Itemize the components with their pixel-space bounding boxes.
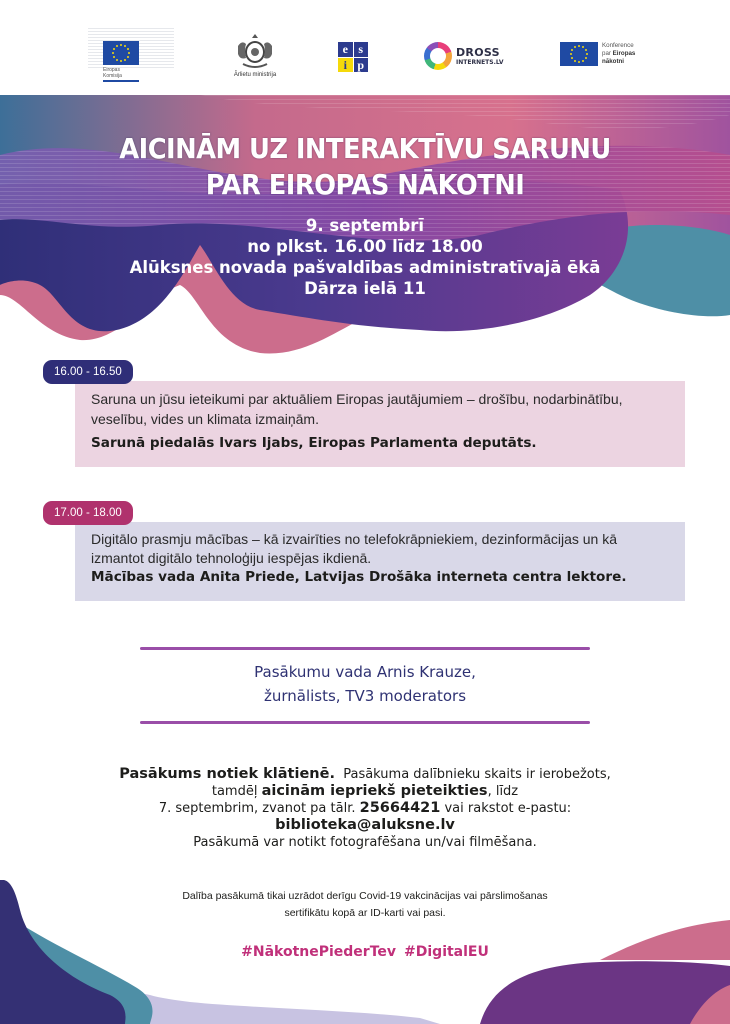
eu-star-icon: [585, 49, 587, 51]
info-register-call: aicinām iepriekš pieteikties: [261, 783, 488, 799]
conference-line2: [602, 50, 635, 58]
eu-star-icon: [570, 53, 572, 55]
ec-logo-bar: [103, 80, 139, 82]
eu-star-icon: [586, 53, 588, 55]
conference-line2-bold: Eiropas: [612, 50, 636, 57]
esp-letter-s: s: [354, 42, 369, 57]
info-line3: [60, 800, 670, 817]
dross-internets-logo: [424, 40, 514, 76]
event-details: [0, 215, 730, 299]
eu-star-icon: [124, 59, 126, 61]
moderator-line1: Pasākumu vada Arnis Krauze,: [254, 663, 476, 681]
ec-logo-text: [103, 67, 122, 79]
eu-star-icon: [120, 44, 122, 46]
info-line4: [60, 817, 670, 834]
email-link[interactable]: biblioteka@aluksne.lv: [275, 817, 455, 833]
info-text3b: vai rakstot e-pastu:: [440, 801, 572, 816]
eu-star-icon: [574, 46, 576, 48]
schedule-item-1-speaker: Sarunā piedalās Ivars Ijabs, Eiropas Parlamenta deputāts.: [91, 435, 537, 451]
eu-star-icon: [578, 45, 580, 47]
schedule-item-2-speaker: Mācības vada Anita Priede, Latvijas Drošāka interneta centra lektore.: [91, 569, 627, 585]
schedule-item-1-time-badge: 16.00 - 16.50: [43, 360, 133, 384]
eu-star-icon: [116, 45, 118, 47]
european-commission-logo: [88, 28, 174, 84]
conference-logo-text: [602, 42, 635, 66]
conference-line3: nākotni: [602, 58, 625, 65]
eu-star-icon: [120, 60, 122, 62]
logo-row: [0, 0, 730, 95]
info-photo-notice: Pasākumā var notikt fotografēšana un/vai filmēšana.: [193, 835, 537, 850]
eu-star-icon: [113, 48, 115, 50]
conference-line2-plain: par: [602, 50, 613, 57]
esp-letter-p: p: [354, 58, 369, 73]
info-in-person: Pasākums notiek klātienē.: [119, 766, 335, 782]
eu-star-icon: [571, 49, 573, 51]
event-date: 9. septembrī: [305, 216, 425, 235]
conference-future-europe-logo: [560, 42, 660, 72]
covid-note: [100, 888, 630, 922]
info-text2b: , līdz: [487, 784, 519, 799]
eu-star-icon: [127, 56, 129, 58]
dross-logo-line1: DROSS: [456, 46, 500, 59]
schedule-item-1: [75, 381, 685, 467]
eu-star-icon: [128, 52, 130, 54]
eu-star-icon: [582, 60, 584, 62]
eu-star-icon: [127, 48, 129, 50]
eu-star-icon: [582, 46, 584, 48]
eu-star-icon: [116, 59, 118, 61]
moderator-info: [140, 660, 590, 708]
esp-letter-e: e: [338, 42, 353, 57]
hashtags: [0, 944, 730, 960]
conference-line1: Konference: [602, 42, 634, 49]
foreign-ministry-text: Ārlietu ministrija: [233, 72, 277, 78]
divider-bottom: [140, 721, 590, 724]
eu-star-icon: [574, 60, 576, 62]
event-title: [29, 131, 701, 203]
eu-star-icon: [585, 57, 587, 59]
hashtag-digitaleu[interactable]: #DigitalEU: [404, 944, 489, 960]
event-title-line2: PAR EIROPAS NĀKOTNI: [205, 168, 525, 201]
event-time: no plkst. 16.00 līdz 18.00: [247, 237, 483, 256]
ec-logo-line2: Komisija: [103, 73, 122, 79]
covid-note-line1: Dalība pasākumā tikai uzrādot derīgu Covid-19 vakcinācijas vai pārslimošanas: [182, 890, 548, 902]
phone-number[interactable]: 25664421: [359, 800, 441, 816]
dross-ring-icon: [424, 42, 452, 70]
info-line2: [60, 783, 670, 800]
info-line1: [60, 766, 670, 783]
schedule-item-2-description: Digitālo prasmju mācības – kā izvairīties no telefokrāpniekiem, dezinformācijas un kā izmantot digitālo tehnoloģiju iespējas ikdienā.: [91, 531, 618, 566]
schedule-item-2: [75, 522, 685, 601]
event-address: Dārza ielā 11: [304, 279, 426, 298]
hashtag-nakotne[interactable]: #NākotnePiederTev: [241, 944, 397, 960]
esp-letter-i: i: [338, 58, 353, 73]
esp-logo: [338, 42, 368, 72]
eu-flag-icon: [560, 42, 598, 66]
divider-top: [140, 647, 590, 650]
eu-star-icon: [113, 56, 115, 58]
event-title-line1: AICINĀM UZ INTERAKTĪVU SARUNU: [119, 132, 611, 165]
schedule-item-2-time-badge: 17.00 - 18.00: [43, 501, 133, 525]
eu-star-icon: [112, 52, 114, 54]
eu-flag-icon: [103, 41, 139, 65]
covid-note-line2: sertifikātu kopā ar ID-karti vai pasi.: [284, 907, 446, 919]
eu-star-icon: [124, 45, 126, 47]
registration-info: [60, 766, 670, 851]
coat-of-arms-icon: [235, 32, 275, 70]
info-text2a: tamdēļ: [211, 784, 262, 799]
info-limited: Pasākuma dalībnieku skaits ir ierobežots,: [343, 767, 611, 782]
foreign-ministry-logo: [222, 32, 288, 82]
event-venue: Alūksnes novada pašvaldības administratīvajā ēkā: [129, 258, 601, 277]
ec-logo-line1: Eiropas: [103, 67, 120, 73]
moderator-line2: žurnālists, TV3 moderators: [263, 687, 467, 705]
schedule-item-1-description: Saruna un jūsu ieteikumi par aktuāliem Eiropas jautājumiem – drošību, nodarbinātību, veselību, vides un klimata izmaiņām.: [91, 391, 623, 427]
eu-star-icon: [578, 61, 580, 63]
info-text3a: 7. septembrim, zvanot pa tālr.: [158, 801, 360, 816]
dross-logo-line2: INTERNETS.LV: [456, 59, 504, 66]
eu-star-icon: [571, 57, 573, 59]
